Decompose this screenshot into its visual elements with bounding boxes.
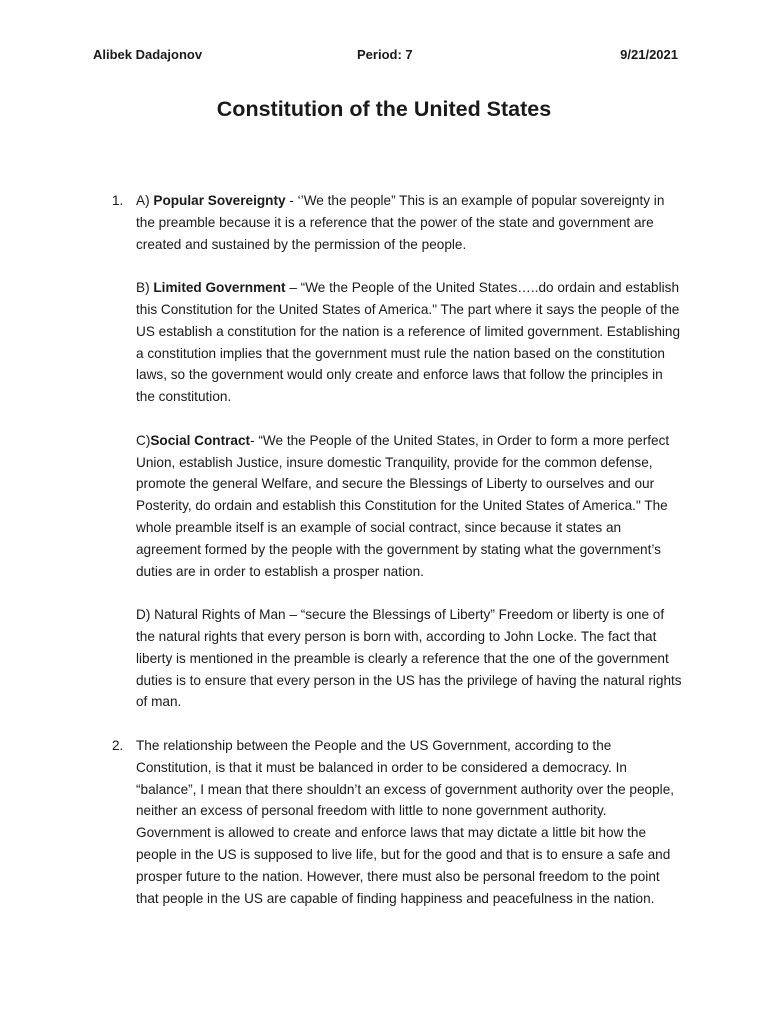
paragraph-social-contract — [136, 430, 684, 583]
term-heading: Social Contract — [150, 432, 251, 448]
paragraph-body: - ‘’We the people” This is an example of popular sovereignty in the preamble because it is a reference that the power of the state and government are created and sustained by the permission of the people. — [136, 193, 665, 252]
class-period: Period: 7 — [357, 47, 413, 62]
list-item-2 — [112, 735, 684, 909]
paragraph-body: - “We the People of the United States, in Order to form a more perfect Union, establish Justice, insure domestic Tranquility, provide for the common defense, promote the general Welfare, and secure the Blessings of Liberty to ourselves and our Posterity, do ordain and establish this Constitution for the United States of America." The whole preamble itself is an example of social contract, since because it states an agreement formed by the people with the government by stating what the government’s duties are in order to establish a prosper nation. — [136, 432, 670, 579]
term-heading: Popular Sovereignty — [153, 193, 286, 208]
paragraph-body: The relationship between the People and the US Government, according to the Constitution, is that it must be balanced in order to be considered a democracy. In “balance”, I mean that there shouldn’t an excess of government authority over the people, neither an excess of personal freedom with little to none government authority. Government is allowed to create and enforce laws that may dictate a little bit how the people in the US is supposed to live life, but for the good and that is to ensure a safe and prosper future to the nation. However, there must also be personal freedom to the point that people in the US are capable of finding happiness and peacefulness in the nation. — [136, 737, 675, 906]
numbered-list — [112, 190, 684, 931]
paragraph-prefix: B) — [136, 280, 154, 296]
document-title: Constitution of the United States — [216, 97, 552, 121]
paragraph-natural-rights — [136, 604, 684, 713]
list-item-1 — [112, 190, 684, 713]
paragraph-prefix: C) — [136, 432, 151, 448]
document-date: 9/21/2021 — [620, 47, 678, 62]
paragraph-limited-government — [136, 277, 684, 408]
paragraph-popular-sovereignty — [136, 190, 684, 255]
paragraph-prefix: A) — [136, 193, 154, 208]
author-name: Alibek Dadajonov — [93, 47, 203, 62]
list-number: 2. — [112, 737, 124, 753]
paragraph-body: D) Natural Rights of Man – “secure the Blessings of Liberty” Freedom or liberty is one of the natural rights that every person is born with, according to John Locke. The fact that liberty is mentioned in the preamble is clearly a reference that the one of the government duties is to ensure that every person in the US has the privilege of having the natural rights of man. — [136, 607, 682, 710]
paragraph-relationship — [136, 735, 684, 909]
paragraph-body: – “We the People of the United States…..do ordain and establish this Constitution for the United States of America." The part where it says the people of the US establish a constitution for the nation is a reference of limited government. Establishing a constitution implies that the government must rule the nation based on the constitution laws, so the government would only create and enforce laws that follow the principles in the constitution. — [136, 280, 681, 405]
term-heading: Limited Government — [153, 280, 286, 296]
document-header — [93, 47, 678, 67]
list-number: 1. — [112, 193, 124, 208]
